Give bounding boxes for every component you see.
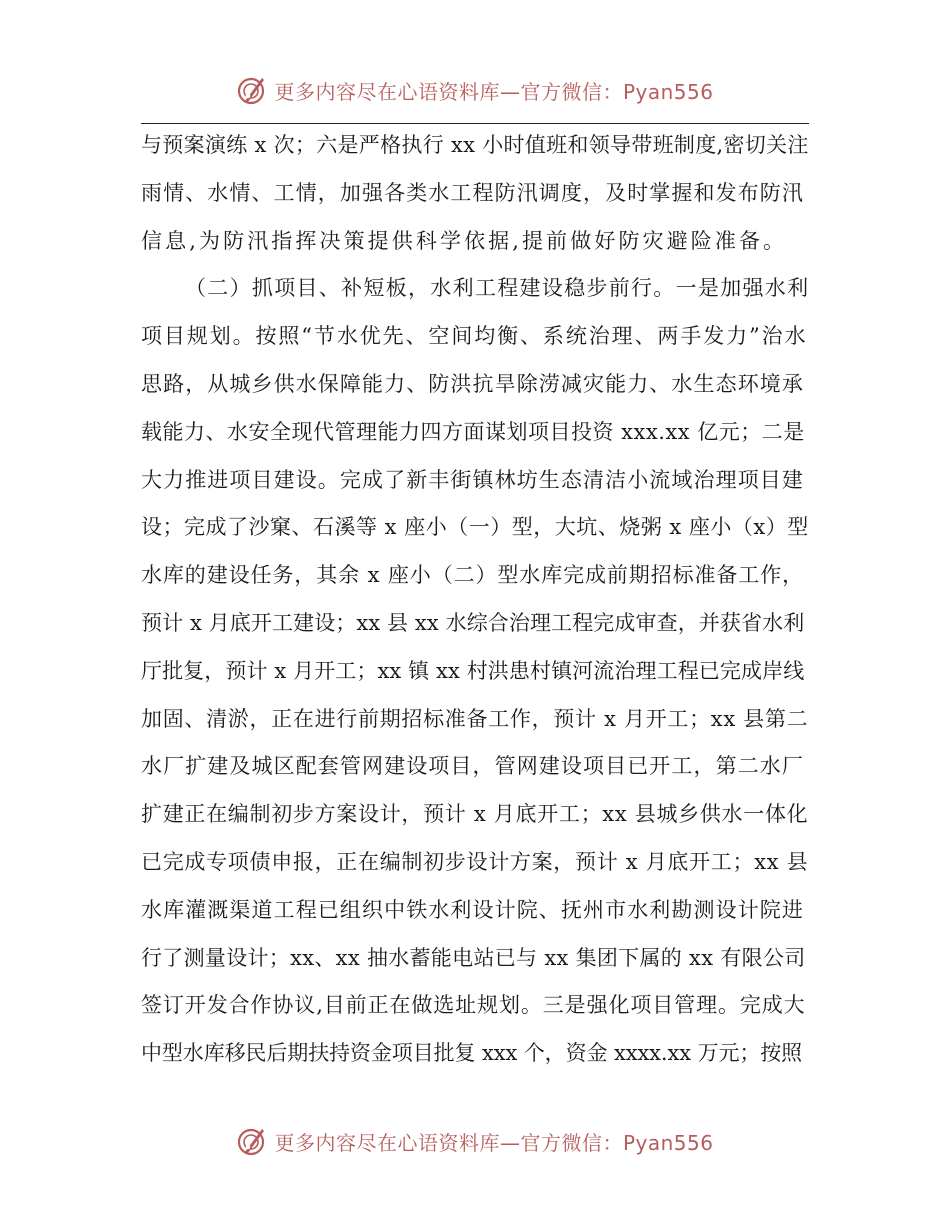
body-line: 中型水库移民后期扶持资金项目批复 xxx 个，资金 xxxx.xx 万元；按照 [141,1041,803,1066]
body-line: 载能力、水安全现代管理能力四方面谋划项目投资 xxx.xx 亿元；二是 [141,419,805,444]
body-line: 雨情、水情、工情，加强各类水工程防汛调度，及时掌握和发布防汛 [141,180,804,205]
brush-logo-icon [236,1125,268,1157]
banner-text: 更多内容尽在心语资料库—官方微信：Pyan556 [274,79,714,104]
document-body [141,122,809,1078]
body-line: 信息,为防汛指挥决策提供科学依据,提前做好防灾避险准备。 [141,228,788,253]
body-line: 扩建正在编制初步方案设计，预计 x 月底开工；xx 县城乡供水一体化 [141,802,809,827]
body-line: 厅批复，预计 x 月开工；xx 镇 xx 村洪患村镇河流治理工程已完成岸线 [141,658,805,683]
body-line: 思路，从城乡供水保障能力、防洪抗旱除涝减灾能力、水生态环境承 [141,371,804,396]
body-line: 水库灌溉渠道工程已组织中铁水利设计院、抚州市水利勘测设计院进 [141,897,804,922]
body-line: 水厂扩建及城区配套管网建设项目，管网建设项目已开工，第二水厂 [141,754,804,779]
body-line: 已完成专项债申报，正在编制初步设计方案，预计 x 月底开工；xx 县 [141,849,809,874]
body-line: 设；完成了沙窠、石溪等 x 座小（一）型，大坑、烧粥 x 座小（x）型 [141,515,809,540]
body-line: 预计 x 月底开工建设；xx 县 xx 水综合治理工程完成审查，并获省水利 [141,610,805,635]
banner-text: 更多内容尽在心语资料库—官方微信：Pyan556 [274,1130,714,1155]
body-line: 行了测量设计；xx、xx 抽水蓄能电站已与 xx 集团下属的 xx 有限公司 [141,945,806,970]
paragraph-start-line: （二）抓项目、补短板，水利工程建设稳步前行。一是加强水利 [185,276,810,301]
body-line: 水库的建设任务，其余 x 座小（二）型水库完成前期招标准备工作， [141,563,804,588]
body-line: 大力推进项目建设。完成了新丰街镇林坊生态清洁小流域治理项目建 [141,467,804,492]
body-line: 签订开发合作协议,目前正在做选址规划。三是强化项目管理。完成大 [141,993,806,1018]
body-line: 与预案演练 x 次；六是严格执行 xx 小时值班和领导带班制度,密切关注 [141,133,809,157]
brush-logo-icon [236,74,268,106]
body-line: 项目规划。按照“节水优先、空间均衡、系统治理、两手发力”治水 [141,324,808,349]
header-banner [0,73,950,107]
body-line: 加固、清淤，正在进行前期招标准备工作，预计 x 月开工；xx 县第二 [141,706,809,731]
footer-banner [0,1124,950,1158]
